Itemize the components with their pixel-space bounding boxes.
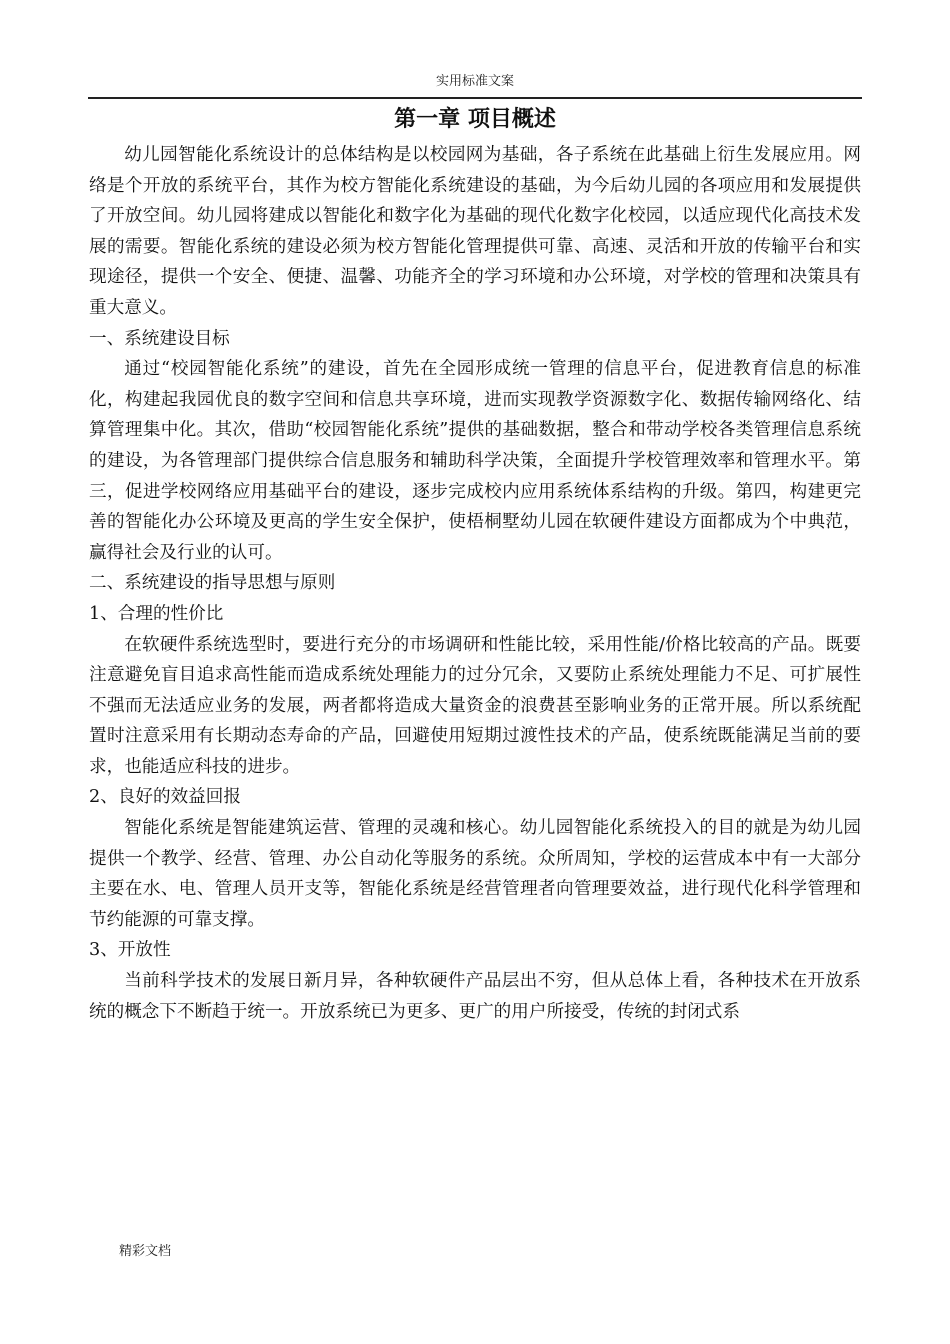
section-heading-goals: 一、系统建设目标 [89,328,230,349]
paragraph-overview: 幼儿园智能化系统设计的总体结构是以校园网为基础，各子系统在此基础上衍生发展应用。网络是个开放的系统平台，其作为校方智能化系统建设的基础，为今后幼儿园的各项应用和发展提供了开放空间。幼儿园将建成以智能化和数字化为基础的现代化数字化校园，以适应现代化高技术发展的需要。智能化系统的建设必须为校方智能化管理提供可靠、高速、灵活和开放的传输平台和实现途径，提供一个安全、便捷、温馨、功能齐全的学习环境和办公环境，对学校的管理和决策具有重大意义。 [89,145,861,318]
paragraph-benefit-return: 智能化系统是智能建筑运营、管理的灵魂和核心。幼儿园智能化系统投入的目的就是为幼儿园提供一个教学、经营、管理、办公自动化等服务的系统。众所周知，学校的运营成本中有一大部分主要在水、电、管理人员开支等，智能化系统是经营管理者向管理要效益，进行现代化科学管理和节约能源的可靠支撑。 [89,818,861,930]
subheading-benefit-return: 2、良好的效益回报 [89,787,241,808]
page-header: 实用标准文案 [435,74,514,89]
paragraph-cost-performance: 在软硬件系统选型时，要进行充分的市场调研和性能比较，采用性能/价格比较高的产品。既要注意避免盲目追求高性能而造成系统处理能力的过分冗余，又要防止系统处理能力不足、可扩展性不强而无法适应业务的发展，两者都将造成大量资金的浪费甚至影响业务的正常开展。所以系统配置时注意采用有长期动态寿命的产品，回避使用短期过渡性技术的产品，使系统既能满足当前的要求，也能适应科技的进步。 [89,634,861,777]
section-heading-principles: 二、系统建设的指导思想与原则 [89,573,336,594]
paragraph-openness: 当前科学技术的发展日新月异，各种软硬件产品层出不穷，但从总体上看，各种技术在开放系统的概念下不断趋于统一。开放系统已为更多、更广的用户所接受，传统的封闭式系 [89,971,861,1022]
page-content [89,100,861,1027]
subheading-cost-performance: 1、合理的性价比 [89,603,224,624]
header-divider [88,97,862,99]
chapter-title: 第一章 项目概述 [394,106,556,132]
subheading-openness: 3、开放性 [89,940,171,961]
paragraph-goals: 通过“校园智能化系统”的建设，首先在全园形成统一管理的信息平台，促进教育信息的标准化，构建起我园优良的数字空间和信息共享环境，进而实现教学资源数字化、数据传输网络化、结算管理集中化。其次，借助“校园智能化系统”提供的基础数据，整合和带动学校各类管理信息系统的建设，为各管理部门提供综合信息服务和辅助科学决策，全面提升学校管理效率和管理水平。第三，促进学校网络应用基础平台的建设，逐步完成校内应用系统体系结构的升级。第四，构建更完善的智能化办公环境及更高的学生安全保护，使梧桐墅幼儿园在软硬件建设方面都成为个中典范， 赢得社会及行业的认可。 [89,359,861,563]
page-footer: 精彩文档 [119,1244,172,1259]
